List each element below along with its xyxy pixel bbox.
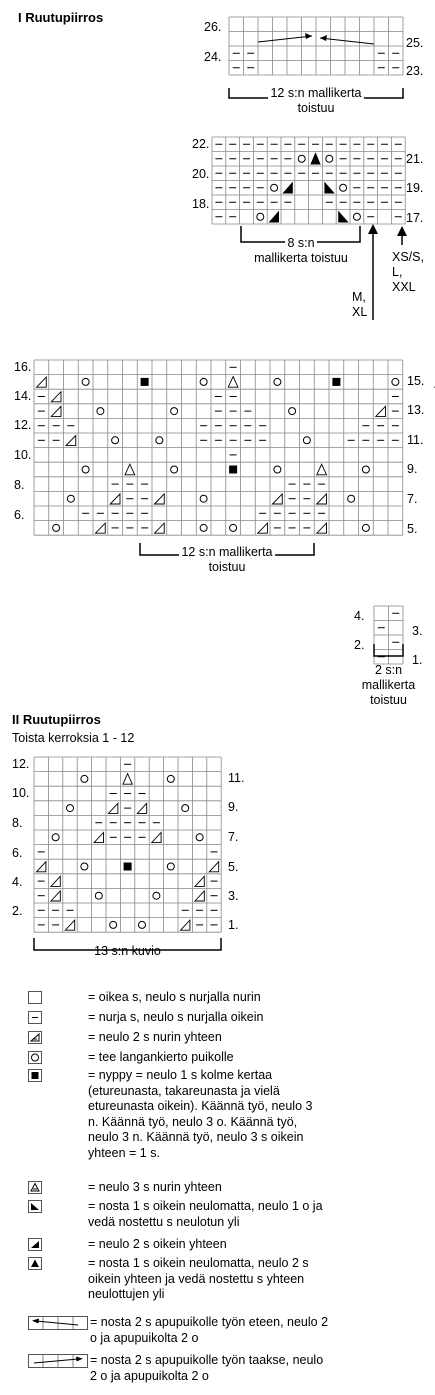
yarn-over-circle-icon: [53, 524, 60, 531]
legend-text: = neulo 2 s nurin yhteen: [88, 1030, 222, 1044]
k2tog-triangle-icon: [284, 183, 293, 193]
size-xs-s: XS/S,: [392, 250, 424, 264]
yarn-over-circle-icon: [81, 863, 88, 870]
purl-two-together-icon: [317, 494, 327, 504]
yarn-over-circle-icon: [171, 408, 178, 415]
row-label-12b: 12.: [12, 757, 30, 771]
legend-text: = nosta 1 s oikein neulomatta, neulo 1 o ja vedä nostettu s neulotun yli: [88, 1199, 323, 1229]
row-label-15: 15.: [407, 374, 425, 388]
purl-two-together-icon: [51, 392, 61, 402]
k2tog-triangle-icon: [28, 1238, 42, 1251]
row-label-1: 1.: [412, 653, 423, 667]
purl-two-together-icon: [51, 406, 61, 416]
double-decrease-icon: [311, 154, 320, 165]
row-label-6: 6.: [14, 508, 25, 522]
repeat-line-1: 12 s:n mallikerta: [270, 86, 362, 100]
purl-three-together-icon: [125, 464, 135, 475]
yarn-over-circle-icon: [196, 834, 203, 841]
row-label-22: 22.: [192, 137, 210, 151]
row-label-8: 8.: [14, 478, 25, 492]
legend-text: = neulo 3 s nurin yhteen: [88, 1180, 222, 1194]
row-label-25: 25.: [406, 36, 424, 50]
row-label-18: 18.: [192, 197, 210, 211]
row-label-3b: 3.: [228, 889, 239, 903]
purl-two-together-icon: [109, 803, 118, 813]
ssk-triangle-icon: [28, 1200, 42, 1213]
size-m: M,: [352, 290, 366, 304]
chart-b-repeat-label: [240, 236, 362, 266]
section2-title: II Ruutupiirros: [12, 712, 101, 727]
size-label-small: [392, 250, 424, 295]
legend-item: [28, 1010, 428, 1026]
purl-two-together-icon: [28, 1031, 42, 1044]
legend-item: [28, 1315, 428, 1349]
purl-two-together-icon: [96, 523, 106, 533]
yarn-over-circle-icon: [200, 495, 207, 502]
purl-two-together-icon: [152, 833, 161, 843]
yarn-over-circle-icon: [167, 863, 174, 870]
yarn-over-circle-icon: [274, 378, 281, 385]
yarn-over-circle-icon: [182, 805, 189, 812]
purl-two-together-icon: [155, 494, 165, 504]
row-label-14: 14.: [14, 389, 32, 403]
row-label-9: 9.: [407, 462, 418, 476]
row-label-5: 5.: [407, 522, 418, 536]
purl-three-together-icon: [28, 1181, 42, 1194]
yarn-over-circle-icon: [112, 437, 119, 444]
cable-front-icon: [28, 1316, 88, 1330]
purl-two-together-icon: [65, 920, 74, 930]
yarn-over-circle-icon: [167, 775, 174, 782]
bobble-square-icon: [124, 863, 131, 870]
section2-subtitle: Toista kerroksia 1 - 12: [12, 731, 135, 745]
yarn-over-circle-icon: [81, 775, 88, 782]
chart-d-repeat-label: [346, 663, 431, 708]
row-label-23: 23.: [406, 64, 424, 78]
size-xl: XL: [352, 305, 368, 319]
legend-text: = oikea s, neulo s nurjalla nurin: [88, 990, 261, 1004]
yarn-over-circle-icon: [303, 437, 310, 444]
purl-two-together-icon: [258, 523, 268, 533]
section1-title: I Ruutupiirros: [18, 10, 104, 25]
purl-two-together-icon: [137, 803, 146, 813]
legend-text: = neulo 2 s oikein yhteen: [88, 1237, 227, 1251]
ssk-triangle-icon: [339, 212, 348, 222]
legend-text: = nosta 2 s apupuikolle työn taakse, neulo 2 o ja apupuikolta 2 o: [90, 1353, 324, 1383]
yarn-over-circle-icon: [362, 466, 369, 473]
purl-two-together-icon: [181, 920, 190, 930]
chart-ii-repeat-label: 13 s:n kuvio: [94, 944, 161, 958]
row-label-10: 10.: [14, 448, 32, 462]
legend-item: [28, 1180, 428, 1196]
row-label-7: 7.: [407, 492, 418, 506]
yarn-over-circle-icon: [82, 466, 89, 473]
double-decrease-icon: [28, 1257, 42, 1270]
chart-d-grid: [0, 600, 435, 670]
bobble-square-icon: [28, 1069, 42, 1082]
chart-ii-grid: [0, 750, 435, 970]
legend-item: [28, 1068, 428, 1178]
repeat-line-2: mallikerta: [361, 678, 416, 692]
chart-a-repeat-label: [230, 86, 402, 116]
row-label-5b: 5.: [228, 860, 239, 874]
legend-item: [28, 1237, 428, 1253]
yarn-over-circle-icon: [271, 184, 278, 191]
repeat-line-2: toistuu: [297, 101, 335, 115]
yarn-over-circle-icon: [139, 921, 146, 928]
empty-square-icon: [28, 991, 42, 1004]
yarn-over-circle-icon: [362, 524, 369, 531]
yarn-over-circle-icon: [28, 1051, 42, 1064]
cable-back-icon: [28, 1354, 88, 1368]
yarn-over-circle-icon: [200, 378, 207, 385]
repeat-line-2: mallikerta toistuu: [254, 251, 348, 265]
row-label-24: 24.: [204, 50, 222, 64]
purl-two-together-icon: [37, 377, 47, 387]
yarn-over-circle-icon: [392, 378, 399, 385]
row-label-16: 16.: [14, 360, 32, 374]
purl-two-together-icon: [51, 891, 60, 901]
row-label-4b: 4.: [12, 875, 23, 889]
row-label-11b: 11.: [228, 771, 245, 785]
row-label-21: 21.: [406, 152, 424, 166]
chart-b-grid: [0, 130, 435, 330]
chart-c-repeat-label: [140, 545, 314, 575]
repeat-line-1: 8 s:n: [287, 236, 315, 250]
purl-three-together-icon: [228, 377, 238, 388]
purl-two-together-icon: [317, 523, 327, 533]
yarn-over-circle-icon: [97, 408, 104, 415]
yarn-over-circle-icon: [348, 495, 355, 502]
legend-text: = nurja s, neulo s nurjalla oikein: [88, 1010, 264, 1024]
bobble-square-icon: [333, 378, 340, 385]
purl-two-together-icon: [66, 436, 76, 446]
yarn-over-circle-icon: [353, 213, 360, 220]
yarn-over-circle-icon: [257, 213, 264, 220]
row-label-19: 19.: [406, 181, 424, 195]
legend-item: [28, 1256, 428, 1306]
legend-text: = nosta 1 s oikein neulomatta, neulo 2 s oikein yhteen ja vedä nostettu s yhteen neulottujen yli: [88, 1256, 309, 1301]
purl-dash-icon: [28, 1011, 42, 1024]
repeat-line-3: toistuu: [370, 693, 407, 707]
legend-item: [28, 1199, 428, 1233]
ssk-triangle-icon: [325, 183, 334, 193]
purl-three-together-icon: [317, 464, 327, 475]
row-label-11: 11.: [407, 433, 424, 447]
row-label-9b: 9.: [228, 800, 239, 814]
legend-item: [28, 990, 428, 1006]
yarn-over-circle-icon: [274, 466, 281, 473]
yarn-over-circle-icon: [67, 495, 74, 502]
purl-two-together-icon: [273, 494, 283, 504]
legend-text: = nyppy = neulo 1 s kolme kertaa (etureunasta, takareunasta ja vielä etureunasta oikein). Käännä työ, neulo 3 n. Käännä työ, neulo 3 o. Käännä työ, neulo 3 n. Käännä työ, neulo 3 s oikein yhteen = 1 s.: [88, 1068, 313, 1160]
repeat-line-1: 2 s:n: [374, 663, 403, 677]
size-label-large: [352, 290, 367, 320]
yarn-over-circle-icon: [110, 921, 117, 928]
purl-two-together-icon: [209, 862, 218, 872]
bobble-square-icon: [230, 466, 237, 473]
yarn-over-circle-icon: [289, 408, 296, 415]
row-label-10b: 10.: [12, 786, 30, 800]
row-label-2: 2.: [354, 638, 365, 652]
row-label-4: 4.: [354, 609, 365, 623]
yarn-over-circle-icon: [200, 524, 207, 531]
yarn-over-circle-icon: [171, 466, 178, 473]
row-label-7b: 7.: [228, 830, 239, 844]
purl-two-together-icon: [51, 876, 60, 886]
yarn-over-circle-icon: [95, 892, 102, 899]
legend-text: = tee langankierto puikolle: [88, 1050, 234, 1064]
purl-two-together-icon: [195, 891, 204, 901]
size-xxl: XXL: [392, 280, 416, 294]
yarn-over-circle-icon: [156, 437, 163, 444]
row-label-6b: 6.: [12, 846, 23, 860]
purl-two-together-icon: [155, 523, 165, 533]
bobble-square-icon: [141, 378, 148, 385]
yarn-over-circle-icon: [298, 155, 305, 162]
purl-two-together-icon: [37, 862, 46, 872]
yarn-over-circle-icon: [340, 184, 347, 191]
legend-item: [28, 1030, 428, 1046]
yarn-over-circle-icon: [67, 805, 74, 812]
purl-two-together-icon: [376, 406, 386, 416]
yarn-over-circle-icon: [52, 834, 59, 841]
purl-three-together-icon: [123, 774, 132, 785]
row-label-8b: 8.: [12, 816, 23, 830]
yarn-over-circle-icon: [326, 155, 333, 162]
row-label-2b: 2.: [12, 904, 23, 918]
row-label-3: 3.: [412, 624, 423, 638]
legend-text: = nosta 2 s apupuikolle työn eteen, neulo 2 o ja apupuikolta 2 o: [90, 1315, 329, 1345]
row-label-1b: 1.: [228, 918, 239, 932]
legend-item: [28, 1050, 428, 1066]
yarn-over-circle-icon: [230, 524, 237, 531]
legend-item: [28, 1353, 428, 1387]
purl-two-together-icon: [195, 876, 204, 886]
repeat-line-2: toistuu: [208, 560, 246, 574]
row-label-17: 17.: [406, 211, 424, 225]
row-label-13: 13.: [407, 403, 425, 417]
repeat-line-1: 12 s:n mallikerta: [181, 545, 273, 559]
row-label-12: 12.: [14, 418, 32, 432]
purl-two-together-icon: [94, 833, 103, 843]
yarn-over-circle-icon: [82, 378, 89, 385]
row-label-26: 26.: [204, 20, 222, 34]
row-label-20: 20.: [192, 167, 210, 181]
k2tog-triangle-icon: [270, 212, 279, 222]
purl-two-together-icon: [110, 494, 120, 504]
size-l: L,: [392, 265, 403, 279]
yarn-over-circle-icon: [153, 892, 160, 899]
